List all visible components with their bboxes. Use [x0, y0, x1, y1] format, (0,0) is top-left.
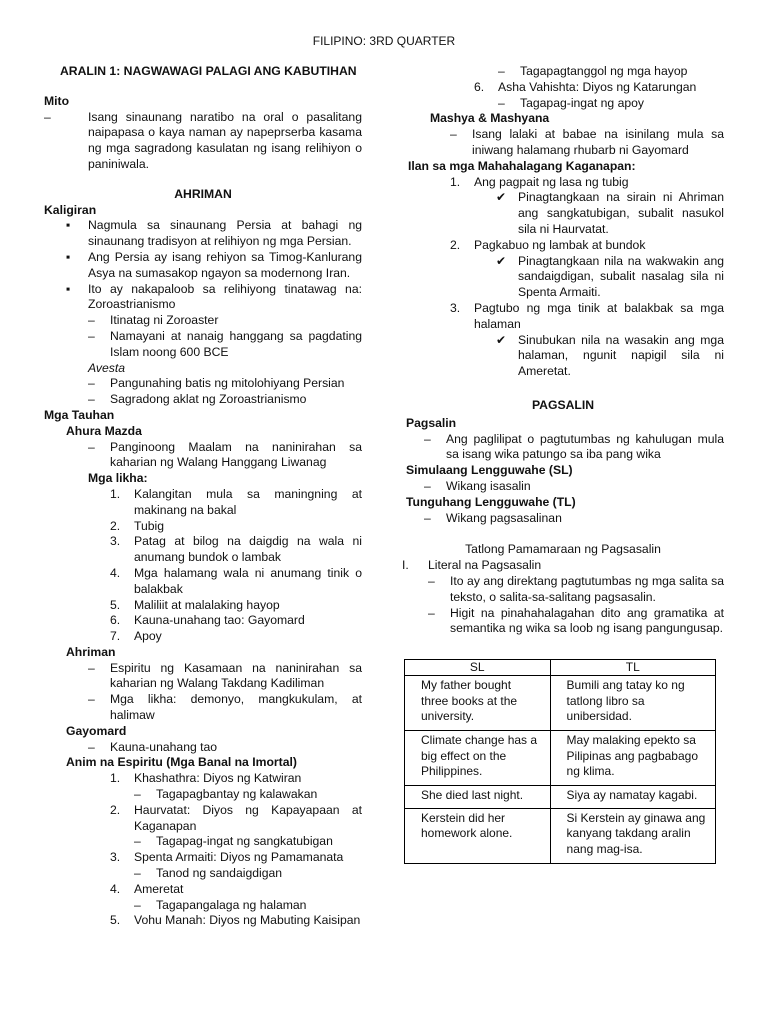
list-item: 5. Maliliit at malalaking hayop	[110, 597, 280, 612]
pagsalin-label: Pagsalin	[406, 415, 457, 430]
literal-heading: I. Literal na Pagsasalin	[402, 558, 542, 573]
list-item: ▪ Ang Persia ay isang rehiyon sa Timog-Kanlurang Asya na sumasakop ngayon sa modernong Iran.	[66, 249, 362, 280]
list-item: – Tagapag-ingat ng apoy	[498, 95, 645, 110]
list-item: ▪ Nagmula sa sinaunang Persia at bahagi ng sinaunang tradisyon at relihiyon ng mga Persian.	[66, 218, 362, 249]
right-column	[402, 64, 724, 864]
tl-heading: Tunguhang Lengguwahe (TL)	[406, 494, 576, 509]
table-row	[405, 786, 716, 809]
list-item: ✔ Pinagtangkaan nila na wakwakin ang sandaigdigan, subalit nasalag sila ni Spenta Armaiti.	[496, 253, 724, 300]
ahriman-heading: AHRIMAN	[174, 186, 232, 201]
lesson-title: ARALIN 1: NAGWAWAGI PALAGI ANG KABUTIHAN	[60, 64, 357, 78]
list-item: – Espiritu ng Kasamaan na naninirahan sa kaharian ng Walang Takdang Kadiliman	[88, 660, 362, 691]
list-item: 3. Pagtubo ng mga tinik at balakbak sa mga halaman	[450, 300, 724, 331]
list-item: 1. Khashathra: Diyos ng Katwiran	[110, 771, 302, 786]
left-column	[44, 64, 362, 929]
table-cell-tl: Siya ay namatay kagabi.	[550, 786, 715, 809]
table-cell-tl: Si Kerstein ay ginawa ang kanyang takdang aralin nang mag-isa.	[550, 808, 715, 863]
list-item: 1. Kalangitan mula sa maningning at makinang na bakal	[110, 486, 362, 517]
table-cell-sl: Kerstein did her homework alone.	[405, 808, 551, 863]
column-header-tl: TL	[550, 660, 715, 676]
kaligiran-heading: Kaligiran	[44, 202, 97, 217]
list-item: 2. Haurvatat: Diyos ng Kapayapaan at Kaganapan	[110, 802, 362, 833]
list-item: – Tagapagtanggol ng mga hayop	[498, 64, 688, 78]
table-cell-tl: May malaking epekto sa Pilipinas ang pagbabago ng klima.	[550, 731, 715, 786]
mito-heading: Mito	[44, 93, 70, 108]
column-header-sl: SL	[405, 660, 551, 676]
list-item: – Itinatag ni Zoroaster	[88, 313, 219, 328]
list-item: – Tagapag-ingat ng sangkatubigan	[134, 834, 333, 849]
table-cell-tl: Bumili ang tatay ko ng tatlong libro sa unibersidad.	[550, 676, 715, 731]
list-item: – Ito ay ang direktang pagtutumbas ng mga salita sa teksto, o salita-sa-salitang pagsasalin.	[428, 573, 724, 604]
list-item: 4. Ameretat	[110, 881, 184, 896]
list-item: – Panginoong Maalam na naninirahan sa kaharian ng Walang Hanggang Liwanag	[88, 439, 362, 470]
list-item: – Sagradong aklat ng Zoroastrianismo	[88, 392, 307, 407]
tatlong-pamamaraan-heading: Tatlong Pamamaraan ng Pagsasalin	[465, 542, 661, 557]
list-item: – Wikang isasalin	[424, 478, 531, 493]
list-item: – Ang paglilipat o pagtutumbas ng kahulugan mula sa isang wika patungo sa iba pang wika	[424, 431, 724, 462]
table-header-row	[405, 660, 716, 676]
document-title: FILIPINO: 3RD QUARTER	[312, 34, 456, 48]
table-cell-sl: She died last night.	[405, 786, 551, 809]
list-item: 6. Asha Vahishta: Diyos ng Katarungan	[474, 79, 697, 94]
list-item: ▪ Ito ay nakapaloob sa relihiyong tinatawag na: Zoroastrianismo	[66, 281, 362, 312]
list-item: 1. Ang pagpait ng lasa ng tubig	[450, 174, 629, 189]
list-item: – Namayani at nanaig hanggang sa pagdating Islam noong 600 BCE	[88, 328, 362, 359]
table-row	[405, 808, 716, 863]
avesta-label: Avesta	[88, 360, 126, 375]
tauhan-heading: Mga Tauhan	[44, 407, 115, 422]
list-item: 4. Mga halamang wala ni anumang tinik o balakbak	[110, 565, 362, 596]
list-item: – Isang lalaki at babae na isinilang mula sa iniwang halamang rhubarb ni Gayomard	[450, 127, 724, 157]
likha-heading: Mga likha:	[88, 471, 148, 486]
table-row	[405, 676, 716, 731]
list-item: – Tagapagbantay ng kalawakan	[134, 787, 318, 802]
table-cell-sl: My father bought three books at the university.	[405, 676, 551, 731]
gayomard-heading: Gayomard	[66, 723, 127, 738]
sl-heading: Simulaang Lengguwahe (SL)	[406, 463, 573, 478]
list-item: – Kauna-unahang tao	[88, 739, 218, 754]
mito-definition: – Isang sinaunang naratibo na oral o pasalitang naipapasa o kaya naman ay napeprserba kasama ng mga sagradong kasulatan ng isang relihiyon o paniniwala.	[44, 109, 362, 171]
anim-espiritu-heading: Anim na Espiritu (Mga Banal na Imortal)	[66, 755, 297, 770]
ahura-heading: Ahura Mazda	[66, 423, 142, 438]
table-row	[405, 731, 716, 786]
list-item: – Higit na pinahahalagahan dito ang gramatika at semantika ng wika sa loob ng isang pangungusap.	[428, 605, 724, 636]
list-item: – Wikang pagsasalinan	[424, 510, 562, 525]
translation-table	[404, 659, 716, 864]
list-item: 5. Vohu Manah: Diyos ng Mabuting Kaisipan	[110, 913, 361, 928]
list-item: 3. Patag at bilog na daigdig na wala ni anumang bundok o lambak	[110, 534, 362, 565]
list-item: 2. Pagkabuo ng lambak at bundok	[450, 237, 646, 252]
list-item: 7. Apoy	[110, 629, 162, 644]
list-item: 3. Spenta Armaiti: Diyos ng Pamamanata	[110, 850, 344, 865]
ahriman-character-heading: Ahriman	[66, 644, 116, 659]
table-cell-sl: Climate change has a big effect on the Philippines.	[405, 731, 551, 786]
list-item: – Pangunahing batis ng mitolohiyang Persian	[88, 376, 345, 391]
list-item: ✔ Pinagtangkaan na sirain ni Ahriman ang sangkatubigan, subalit nasukol sila ni Haurvatat.	[496, 190, 724, 236]
list-item: – Mga likha: demonyo, mangkukulam, at halimaw	[88, 692, 362, 723]
list-item: 6. Kauna-unahang tao: Gayomard	[110, 613, 305, 628]
list-item: ✔ Sinubukan nila na wasakin ang mga halaman, ngunit napigil sila ni Ameretat.	[496, 332, 724, 379]
kaganapan-heading: Ilan sa mga Mahahalagang Kaganapan:	[408, 158, 636, 173]
list-item: – Tagapangalaga ng halaman	[134, 897, 307, 912]
mashya-heading: Mashya & Mashyana	[430, 111, 550, 126]
pagsalin-heading: PAGSALIN	[531, 397, 595, 412]
list-item: 2. Tubig	[110, 518, 165, 533]
list-item: – Tanod ng sandaigdigan	[134, 866, 283, 881]
